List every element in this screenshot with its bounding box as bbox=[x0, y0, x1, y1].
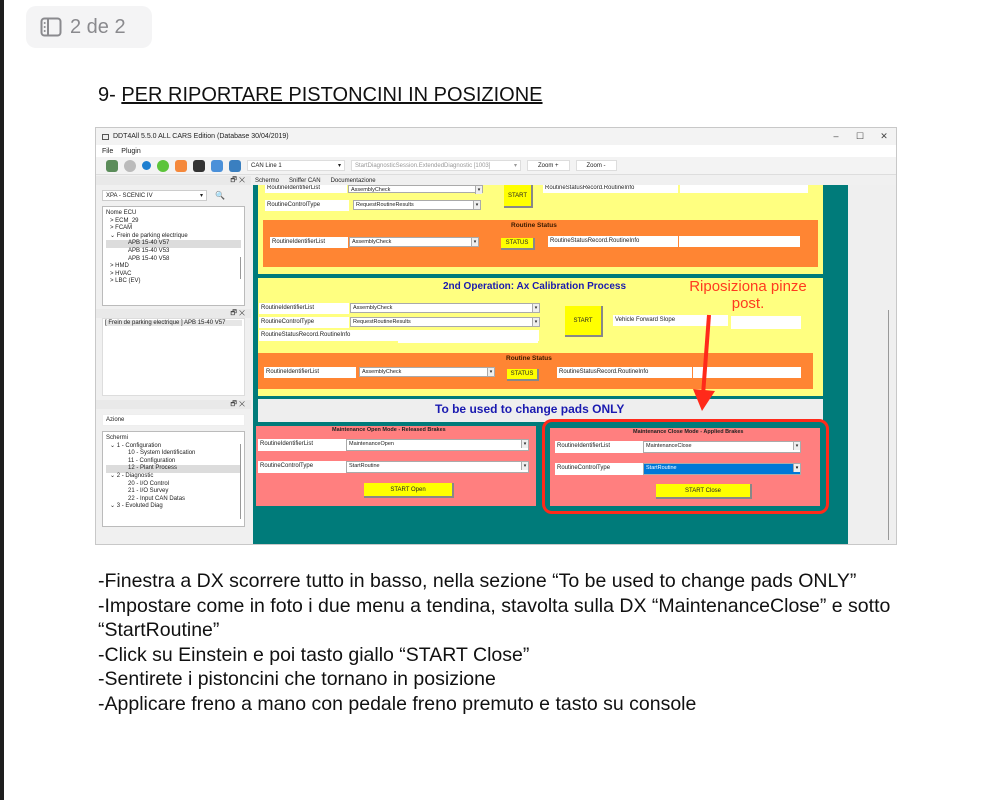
section1-rid-dropdown[interactable]: AssemblyCheck ▾ bbox=[348, 185, 483, 193]
maintenance-open-rct-label: RoutineControlType bbox=[258, 461, 346, 473]
right-scroll-area bbox=[848, 185, 897, 545]
maintenance-open-rid-label: RoutineIdentifierList bbox=[258, 439, 346, 451]
window-title: DDT4All 5.5.0 ALL CARS Edition (Database 30/04/2019) bbox=[113, 133, 289, 140]
sidebar-icon bbox=[40, 17, 62, 37]
session-select[interactable]: StartDiagnosticSession.ExtendedDiagnostic [1003] ▾ bbox=[351, 160, 521, 171]
page-heading bbox=[98, 84, 543, 107]
section1-status-record-value bbox=[679, 236, 800, 247]
zoom-in-button[interactable]: Zoom + bbox=[527, 160, 570, 171]
maximize-button[interactable]: ☐ bbox=[855, 131, 865, 141]
vehicle-forward-slope-value bbox=[731, 316, 801, 329]
start-open-button[interactable]: START Open bbox=[364, 483, 454, 498]
tree-item[interactable]: > FCAM bbox=[110, 225, 133, 232]
section1-rct-label: RoutineControlType bbox=[265, 200, 349, 211]
view-tabs bbox=[251, 176, 376, 185]
tap-icon[interactable] bbox=[229, 160, 241, 172]
scan-icon[interactable]: 🔍 bbox=[215, 191, 225, 200]
section2-status-rid-label: RoutineIdentifierList bbox=[264, 367, 356, 378]
section2-status-rid-dropdown[interactable]: AssemblyCheck ▾ bbox=[359, 367, 495, 377]
main-scrollbar[interactable] bbox=[888, 310, 889, 540]
instructions bbox=[98, 569, 898, 716]
maintenance-open-rid-dropdown[interactable]: MaintenanceOpen ▾ bbox=[346, 439, 529, 451]
heart-icon[interactable] bbox=[175, 160, 187, 172]
tree-item[interactable]: > HVAC bbox=[110, 270, 132, 277]
screen-canvas bbox=[253, 185, 848, 545]
hex-icon[interactable] bbox=[193, 160, 205, 172]
app-icon bbox=[102, 134, 109, 140]
screen-item[interactable]: 10 - System Identification bbox=[128, 450, 196, 457]
section1-record-label: RoutineStatusRecord.RoutineInfo bbox=[543, 185, 678, 193]
menu-plugin[interactable]: Plugin bbox=[121, 147, 141, 155]
tree-scrollbar[interactable] bbox=[240, 257, 241, 279]
refresh-icon[interactable] bbox=[157, 160, 169, 172]
annotation-arrow-icon bbox=[691, 313, 721, 413]
tree-item-selected[interactable]: APB 15-40 V57 bbox=[106, 240, 241, 248]
screen-item[interactable]: 20 - I/O Control bbox=[128, 480, 170, 487]
start-close-button[interactable]: START Close bbox=[656, 484, 752, 499]
tab-documentazione[interactable]: Documentazione bbox=[330, 177, 376, 184]
screen-item[interactable]: 22 - Input CAN Datas bbox=[128, 495, 186, 502]
info-panel bbox=[102, 318, 245, 396]
maintenance-open-title: Maintenance Open Mode - Released Brakes bbox=[332, 427, 446, 433]
can-line-select[interactable]: CAN Line 1 ▾ bbox=[247, 160, 345, 171]
section1-rid-label: RoutineIdentifierList bbox=[265, 185, 347, 193]
annotation-text: Riposiziona pinze post. bbox=[689, 278, 807, 312]
tree-item[interactable]: ⌄ Frein de parking electrique bbox=[110, 232, 188, 239]
screens-scrollbar[interactable] bbox=[240, 444, 241, 519]
section2-rct-dropdown[interactable]: RequestRoutineResults ▾ bbox=[350, 317, 540, 327]
section2-start-button[interactable]: START bbox=[565, 306, 603, 337]
instruction-item: -Finestra a DX scorrere tutto in basso, nella sezione “To be used to change pads ONLY” bbox=[98, 570, 857, 592]
network-icon[interactable] bbox=[211, 160, 223, 172]
tree-item[interactable]: > HMD bbox=[110, 263, 129, 270]
section2-record-label: RoutineStatusRecord.RoutineInfo bbox=[259, 330, 539, 341]
maintenance-close-title: Maintenance Close Mode - Applied Brakes bbox=[633, 429, 744, 435]
maintenance-close-rid-dropdown[interactable]: MaintenanceClose ▾ bbox=[643, 441, 801, 453]
zoom-out-button[interactable]: Zoom - bbox=[576, 160, 617, 171]
connect-icon[interactable] bbox=[142, 161, 151, 170]
screen-item[interactable]: ⌄ 2 - Diagnostic bbox=[110, 472, 154, 479]
tree-item[interactable]: > LBC (EV) bbox=[110, 278, 141, 285]
screen-item[interactable]: 11 - Configuration bbox=[128, 457, 176, 464]
screen-item[interactable]: 21 - I/O Survey bbox=[128, 488, 169, 495]
screens-tree[interactable] bbox=[102, 431, 245, 527]
instruction-item: -Click su Einstein e poi tasto giallo “START Close” bbox=[98, 643, 530, 666]
dock-float-close-icon[interactable]: 🗗 ✕ bbox=[96, 400, 251, 409]
page-indicator[interactable] bbox=[26, 6, 152, 48]
section1-record-value bbox=[680, 185, 808, 193]
dock-float-close-icon[interactable]: 🗗 ✕ bbox=[96, 309, 251, 318]
section2-title: 2nd Operation: Ax Calibration Process bbox=[443, 281, 627, 292]
dock-float-close-icon[interactable]: 🗗 ✕ bbox=[96, 176, 251, 185]
menu-bar bbox=[96, 145, 896, 157]
maintenance-close-rct-dropdown[interactable]: StartRoutine ▾ bbox=[643, 463, 801, 475]
section1-status-record-label: RoutineStatusRecord.RoutineInfo bbox=[548, 236, 678, 247]
section2-status-button[interactable]: STATUS bbox=[507, 369, 539, 381]
pads-banner-text: To be used to change pads ONLY bbox=[435, 402, 625, 416]
section1-status-rid-label: RoutineIdentifierList bbox=[270, 237, 348, 248]
section1-status-button[interactable]: STATUS bbox=[501, 238, 535, 250]
toolbar bbox=[96, 157, 896, 175]
tab-sniffer-can[interactable]: Sniffer CAN bbox=[289, 177, 321, 184]
section1-status-title: Routine Status bbox=[511, 222, 557, 229]
heading-number: 9- bbox=[98, 84, 122, 106]
highlight-annotation-box bbox=[542, 419, 829, 514]
ecu-icon[interactable] bbox=[106, 160, 118, 172]
section1-start-button[interactable]: START bbox=[504, 185, 533, 208]
section2-record-value bbox=[398, 332, 538, 343]
instruction-item: -Impostare come in foto i due menu a tendina, stavolta sulla DX “MaintenanceClose” e sotto “StartRoutine” bbox=[98, 594, 891, 641]
action-field[interactable]: Azione bbox=[102, 414, 245, 426]
window-titlebar bbox=[96, 128, 896, 145]
heading-title: PER RIPORTARE PISTONCINI IN POSIZIONE bbox=[121, 84, 543, 106]
section2-rid-dropdown[interactable]: AssemblyCheck ▾ bbox=[350, 303, 540, 313]
close-button[interactable]: ✕ bbox=[880, 131, 888, 141]
section2-rid-label: RoutineIdentifierList bbox=[259, 303, 349, 314]
instruction-item: -Applicare freno a mano con pedale freno premuto e tasto su console bbox=[98, 692, 697, 715]
screen-item-selected[interactable]: 12 - Plant Process bbox=[106, 465, 241, 473]
viewer-edge bbox=[0, 0, 4, 800]
tree-item[interactable]: APB 15-40 V53 bbox=[128, 247, 170, 254]
menu-file[interactable]: File bbox=[102, 147, 114, 155]
screen-item[interactable]: ⌄ 1 - Configuration bbox=[110, 442, 162, 449]
settings-gear-icon[interactable] bbox=[124, 160, 136, 172]
section2-status-record-label: RoutineStatusRecord.RoutineInfo bbox=[557, 367, 692, 378]
maintenance-close-rct-label: RoutineControlType bbox=[555, 463, 643, 475]
tab-schermo[interactable]: Schermo bbox=[255, 177, 280, 184]
ecu-tree[interactable] bbox=[102, 206, 245, 306]
minimize-button[interactable]: – bbox=[833, 131, 839, 141]
tree-item[interactable]: > ECM_29 bbox=[110, 217, 139, 224]
maintenance-close-rid-label: RoutineIdentifierList bbox=[555, 441, 643, 453]
screens-header: Schermi bbox=[106, 435, 129, 441]
screen-item[interactable]: ⌄ 3 - Evoluted Diag bbox=[110, 503, 163, 510]
instruction-item: -Sentirete i pistoncini che tornano in posizione bbox=[98, 668, 496, 690]
info-line: [ Frein de parking electrique ] APB 15-40 V57 bbox=[105, 320, 242, 326]
maintenance-open-rct-dropdown[interactable]: StartRoutine ▾ bbox=[346, 461, 529, 473]
vehicle-forward-slope-label: Vehicle Forward Slope bbox=[613, 315, 728, 326]
section2-status-title: Routine Status bbox=[506, 355, 552, 362]
section1-status-rid-dropdown[interactable]: AssemblyCheck ▾ bbox=[349, 237, 479, 247]
vehicle-select[interactable]: XPA - SCENIC IV ▾ bbox=[102, 190, 207, 201]
tree-item[interactable]: APB 15-40 V58 bbox=[128, 255, 170, 262]
page-indicator-label: 2 de 2 bbox=[70, 15, 126, 38]
left-dock bbox=[96, 176, 251, 545]
ddt4all-screenshot bbox=[95, 127, 897, 545]
section1-rct-dropdown[interactable]: RequestRoutineResults ▾ bbox=[353, 200, 481, 210]
tree-header: Nome ECU bbox=[106, 210, 137, 216]
section2-rct-label: RoutineControlType bbox=[259, 317, 349, 328]
